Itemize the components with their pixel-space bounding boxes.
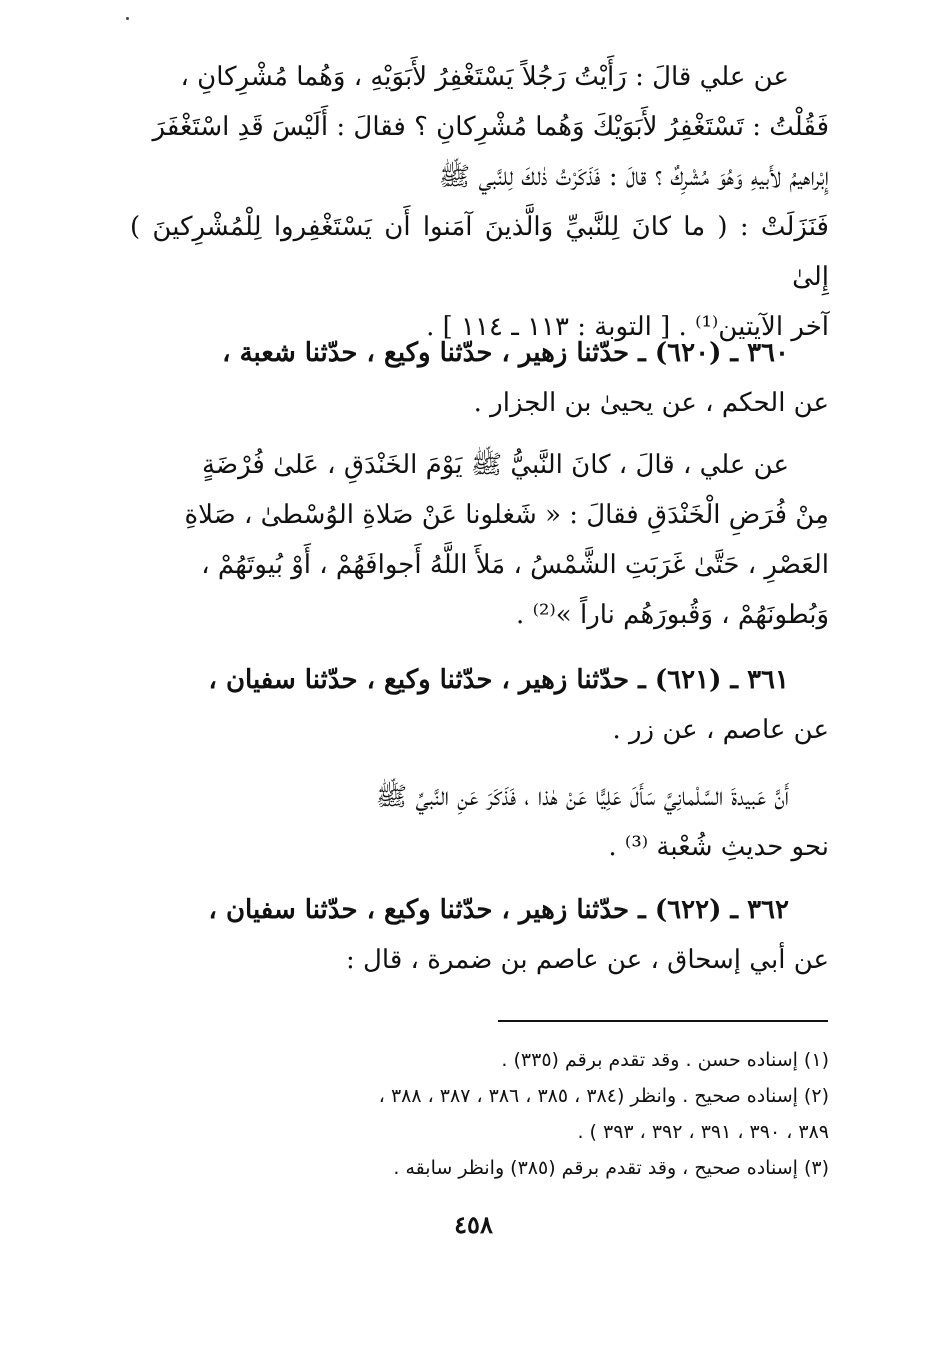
text-line: أَنَّ عَبيدةَ السَّلْمانِيَّ سَأَلَ عَلِيًّا عَنْ هٰذا ، فَذَكَرَ عَنِ النَّبيِّ ﷺ: [375, 782, 789, 812]
page-number: ٤٥٨: [454, 1210, 493, 1239]
paragraph-hadith-361-isnad: [130, 655, 829, 755]
paragraph-hadith-359-text: [130, 52, 829, 352]
text-line: فَنَزَلَتْ : ( ما كانَ لِلنَّبيِّ وَالَّذينَ آمَنوا أَن يَسْتَغْفِروا لِلْمُشْرِكينَ ) إِلىٰ: [130, 212, 829, 292]
text-line: نحو حديثِ شُعْبة ⁽³⁾ .: [608, 832, 829, 862]
text-line: عن أبي إسحاق ، عن عاصم بن ضمرة ، قال :: [346, 945, 829, 975]
text-line: العَصْرِ ، حَتَّىٰ غَرَبَتِ الشَّمْسُ ، مَلأَ اللَّهُ أَجوافَهُمْ ، أَوْ بُيوتَهُمْ ،: [201, 550, 829, 580]
text-line: عن علي ، قالَ ، كانَ النَّبيُّ ﷺ يَوْمَ الخَنْدَقِ ، عَلىٰ فُرْضَةٍ: [202, 450, 789, 480]
paragraph-hadith-360-isnad: [130, 328, 829, 428]
footnote-3: (٣) إسناده صحيح ، وقد تقدم برقم (٣٨٥) وانظر سابقه .: [393, 1157, 829, 1179]
scan-speck: [126, 17, 129, 20]
text-line: عن علي قالَ : رَأَيْتُ رَجُلاً يَسْتَغْفِرُ لأَبَوَيْهِ ، وَهُما مُشْرِكانِ ،: [180, 62, 789, 92]
paragraph-hadith-360-text: [130, 440, 829, 640]
footnote-2: (٢) إسناده صحيح . وانظر (٣٨٤ ، ٣٨٥ ، ٣٨٦ ، ٣٨٧ ، ٣٨٨ ،: [378, 1085, 829, 1107]
text-line: ٣٦٢ ـ (٦٢٢) ـ حدّثنا زهير ، حدّثنا وكيع ، حدّثنا سفيان ،: [208, 895, 789, 925]
text-line: عن عاصم ، عن زر .: [612, 715, 829, 745]
footnotes: [130, 1042, 829, 1186]
text-line: آخر الآيتين⁽¹⁾ . [ التوبة : ١١٣ ـ ١١٤ ] .: [426, 312, 829, 342]
text-line: ٣٦٠ ـ (٦٢٠) ـ حدّثنا زهير ، حدّثنا وكيع ، حدّثنا شعبة ،: [222, 338, 789, 368]
footnote-1: (١) إسناده حسن . وقد تقدم برقم (٣٣٥) .: [501, 1049, 829, 1071]
footnote-2-continued: ٣٨٩ ، ٣٩٠ ، ٣٩١ ، ٣٩٢ ، ٣٩٣ ) .: [577, 1121, 829, 1143]
footnote-divider: [498, 1020, 828, 1022]
text-line: ٣٦١ ـ (٦٢١) ـ حدّثنا زهير ، حدّثنا وكيع ، حدّثنا سفيان ،: [208, 665, 789, 695]
text-line: عن الحكم ، عن يحيىٰ بن الجزار .: [473, 388, 829, 418]
text-line: وَبُطونَهُمْ ، وَقُبورَهُم ناراً »⁽²⁾ .: [516, 600, 829, 630]
text-line: إِبْراهيمُ لأَبيهِ وَهُوَ مُشْرِكٌ ؟ قالَ : فَذَكَرْتُ ذٰلكَ لِلنَّبي ﷺ: [438, 162, 829, 192]
paragraph-hadith-361-text: [130, 772, 829, 872]
paragraph-hadith-362-isnad: [130, 885, 829, 985]
text-line: مِنْ فُرَضِ الْخَنْدَقِ فقالَ : « شَغلونا عَنْ صَلاةِ الوُسْطىٰ ، صَلاةِ: [184, 500, 829, 530]
text-line: فَقُلْتُ : تَسْتَغْفِرُ لأَبَوَيْكَ وَهُما مُشْرِكانِ ؟ فقالَ : أَلَيْسَ قَدِ اسْتَغْفَرَ: [152, 112, 829, 142]
